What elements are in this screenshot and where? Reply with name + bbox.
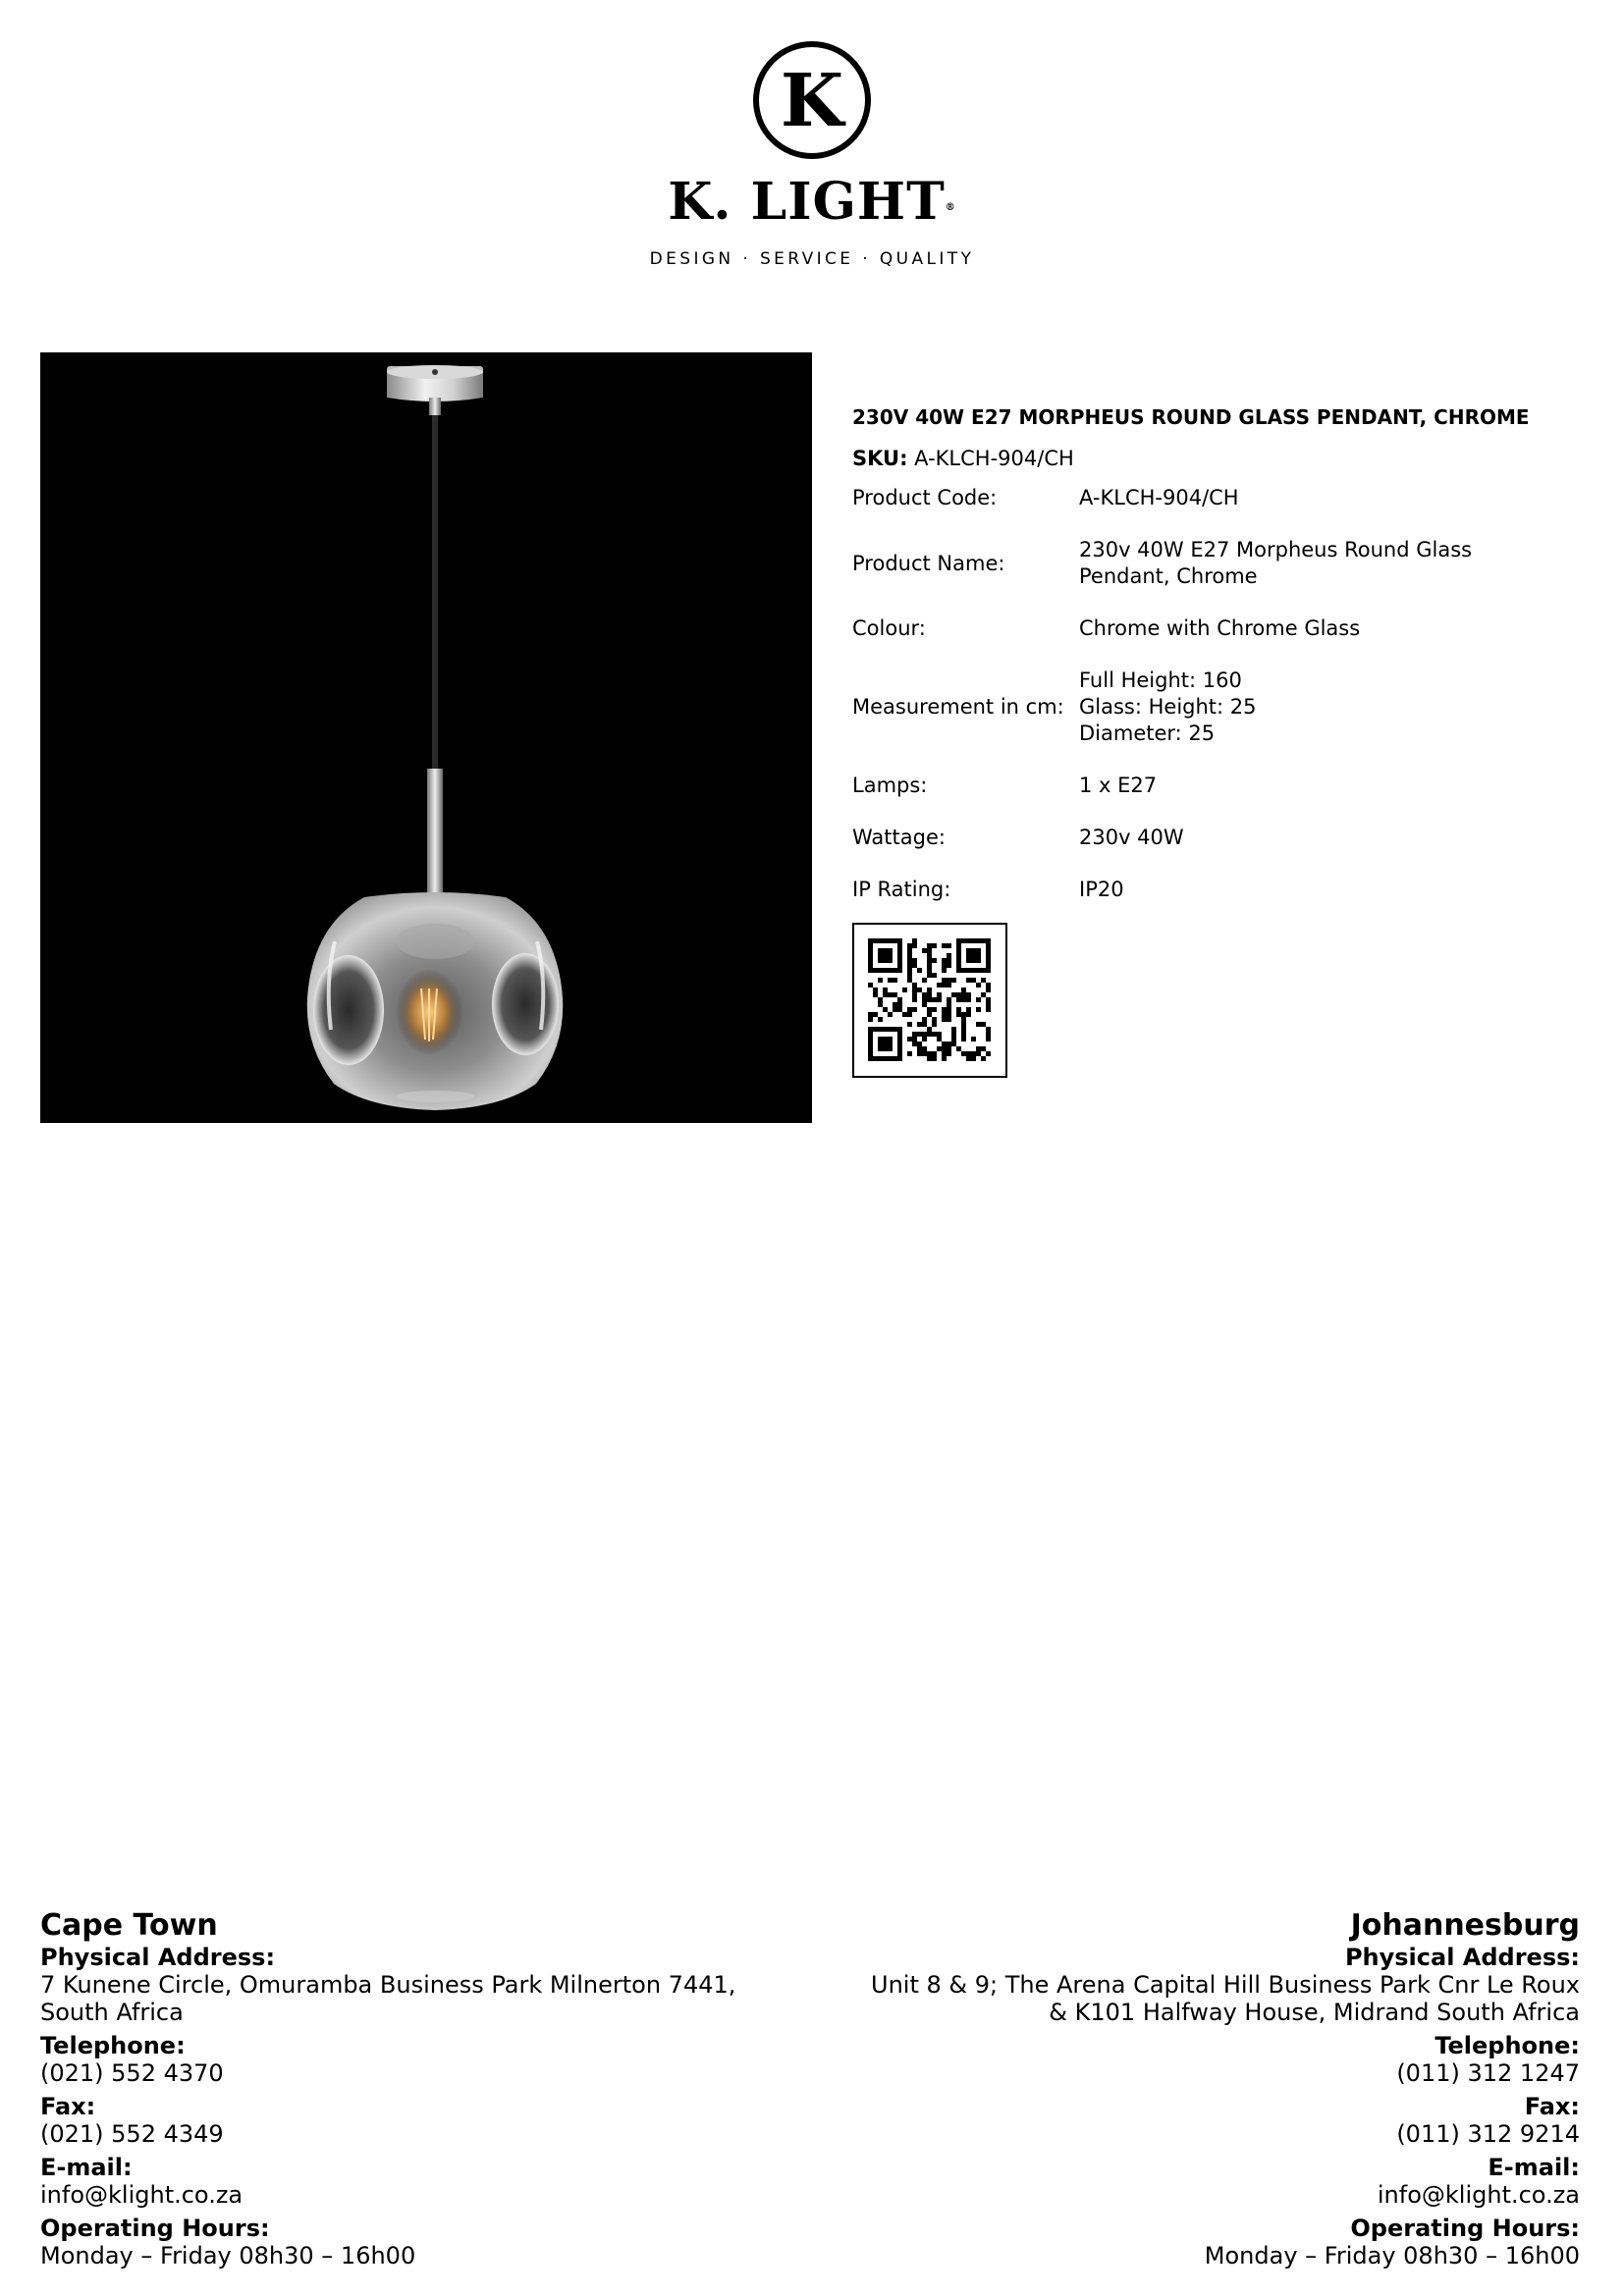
spec-row	[852, 485, 1531, 537]
office-johannesburg	[794, 1908, 1580, 2269]
spec-row	[852, 537, 1531, 615]
qr-module	[986, 1037, 991, 1041]
qr-module	[927, 1012, 932, 1017]
qr-module	[966, 1012, 971, 1017]
qr-module	[907, 953, 912, 958]
telephone-value: (011) 312 1247	[1396, 2059, 1580, 2087]
qr-module	[961, 1027, 966, 1032]
qr-module	[917, 1041, 922, 1046]
qr-module	[907, 1051, 912, 1056]
address-line: & K101 Halfway House, Midrand South Africa	[1049, 1999, 1580, 2026]
hours-label: Operating Hours:	[1350, 2215, 1580, 2242]
qr-module	[907, 968, 912, 973]
qr-module	[956, 992, 961, 997]
spec-label: IP Rating:	[852, 878, 951, 901]
spec-label: Product Code:	[852, 486, 998, 509]
qr-module	[927, 1027, 932, 1032]
qr-module	[873, 988, 878, 992]
qr-module	[956, 1046, 961, 1051]
qr-module	[868, 1017, 873, 1022]
qr-module	[907, 1022, 912, 1027]
qr-module	[971, 1051, 976, 1056]
spec-value: IP20	[1079, 878, 1124, 901]
qr-module	[942, 1056, 947, 1061]
qr-module	[947, 943, 951, 948]
qr-module	[966, 1051, 971, 1056]
qr-module	[873, 1012, 878, 1017]
spec-value-line: Glass: Height: 25	[1079, 695, 1257, 719]
qr-module	[971, 978, 976, 983]
qr-module	[883, 992, 888, 997]
qr-module	[942, 1012, 947, 1017]
qr-module	[942, 1051, 947, 1056]
qr-module	[907, 963, 912, 968]
spec-row	[852, 825, 1531, 877]
qr-module	[966, 997, 971, 1002]
brand-name: K. LIGHT®	[668, 172, 956, 232]
email-link[interactable]: info@klight.co.za	[1377, 2181, 1580, 2209]
qr-module	[907, 943, 912, 948]
qr-module	[951, 992, 956, 997]
qr-module	[937, 983, 942, 988]
qr-module	[966, 1056, 971, 1061]
spec-value-line: Diameter: 25	[1079, 721, 1216, 745]
qr-module	[942, 958, 947, 963]
qr-module	[927, 1056, 932, 1061]
qr-module	[976, 983, 981, 988]
qr-module	[927, 953, 932, 958]
qr-code-icon[interactable]	[852, 923, 1007, 1078]
spec-row	[852, 877, 1531, 929]
product-info	[852, 405, 1579, 1078]
brand-header	[0, 39, 1624, 269]
hours-value: Monday – Friday 08h30 – 16h00	[40, 2242, 416, 2269]
qr-module	[927, 1051, 932, 1056]
qr-module	[907, 973, 912, 978]
qr-module	[942, 1046, 947, 1051]
qr-module	[947, 963, 951, 968]
qr-module	[932, 943, 937, 948]
qr-module	[976, 1046, 981, 1051]
qr-module	[873, 992, 878, 997]
qr-module	[981, 1046, 986, 1051]
fax-value: (021) 552 4349	[40, 2120, 224, 2148]
qr-module	[976, 1022, 981, 1027]
qr-module	[961, 1012, 966, 1017]
qr-module	[932, 958, 937, 963]
brand-tagline: DESIGN · SERVICE · QUALITY	[649, 249, 975, 269]
qr-module	[912, 997, 917, 1002]
qr-module	[888, 978, 893, 983]
qr-module	[961, 1022, 966, 1027]
product-title: 230V 40W E27 MORPHEUS ROUND GLASS PENDANT, CHROME	[852, 405, 1530, 429]
qr-module	[947, 1012, 951, 1017]
logo-letter: K	[780, 59, 844, 143]
qr-module	[986, 988, 991, 992]
spec-label: Colour:	[852, 616, 926, 640]
qr-module	[981, 1056, 986, 1061]
spec-value	[1079, 667, 1531, 773]
office-cape-town	[40, 1908, 806, 2269]
qr-module	[947, 1017, 951, 1022]
spec-row	[852, 615, 1531, 667]
qr-module	[956, 997, 961, 1002]
qr-module	[912, 988, 917, 992]
qr-module	[947, 1046, 951, 1051]
qr-module	[912, 983, 917, 988]
qr-module	[932, 1022, 937, 1027]
qr-module	[897, 997, 902, 1002]
qr-module	[981, 992, 986, 997]
qr-module	[986, 983, 991, 988]
qr-module	[922, 1046, 927, 1051]
spec-value: 230v 40W	[1079, 826, 1184, 849]
spec-row	[852, 667, 1531, 773]
telephone-value: (021) 552 4370	[40, 2059, 224, 2087]
qr-module	[961, 1017, 966, 1022]
fax-label: Fax:	[1524, 2093, 1580, 2120]
qr-module	[947, 983, 951, 988]
qr-module	[883, 988, 888, 992]
qr-module	[932, 1056, 937, 1061]
qr-module	[932, 1007, 937, 1012]
qr-module	[951, 1027, 956, 1032]
spec-value: 230v 40W E27 Morpheus Round Glass Pendant, Chrome	[1079, 538, 1473, 588]
qr-module	[912, 1032, 917, 1037]
qr-module	[947, 953, 951, 958]
qr-module	[937, 1037, 942, 1041]
qr-module	[912, 938, 917, 943]
spec-row	[852, 773, 1531, 825]
qr-module	[956, 1007, 961, 1012]
registered-mark: ®	[945, 202, 956, 213]
qr-module	[878, 1017, 883, 1022]
qr-module	[932, 1017, 937, 1022]
office-city: Johannesburg	[1350, 1908, 1580, 1943]
qr-module	[961, 992, 966, 997]
qr-module	[907, 1007, 912, 1012]
qr-module	[917, 1022, 922, 1027]
qr-module	[937, 992, 942, 997]
qr-module	[922, 1032, 927, 1037]
qr-module	[922, 1022, 927, 1027]
qr-module	[922, 1037, 927, 1041]
qr-module	[966, 1007, 971, 1012]
qr-module	[942, 983, 947, 988]
qr-module	[942, 943, 947, 948]
qr-module	[912, 958, 917, 963]
qr-module	[942, 968, 947, 973]
email-label: E-mail:	[40, 2154, 133, 2181]
qr-module	[986, 1002, 991, 1007]
sku-value: A-KLCH-904/CH	[914, 447, 1074, 470]
qr-module	[922, 978, 927, 983]
spec-label: Measurement in cm:	[852, 695, 1064, 719]
qr-module	[986, 1051, 991, 1056]
qr-module	[966, 992, 971, 997]
qr-module	[912, 1041, 917, 1046]
pendant-lamp-icon	[40, 352, 812, 1123]
qr-module	[868, 983, 873, 988]
qr-module	[927, 1032, 932, 1037]
qr-finder	[878, 1037, 893, 1051]
telephone-label: Telephone:	[1435, 2032, 1580, 2059]
qr-module	[922, 1051, 927, 1056]
qr-module	[981, 1022, 986, 1027]
qr-module	[868, 1012, 873, 1017]
k-logo-icon	[751, 39, 873, 161]
qr-module	[922, 948, 927, 953]
qr-finder	[966, 948, 981, 963]
office-city: Cape Town	[40, 1908, 218, 1943]
qr-module	[961, 1037, 966, 1041]
qr-module	[942, 1017, 947, 1022]
qr-module	[976, 1007, 981, 1012]
qr-module	[922, 997, 927, 1002]
qr-module	[907, 1037, 912, 1041]
qr-module	[947, 997, 951, 1002]
address-label: Physical Address:	[40, 1944, 276, 1971]
address-line: Unit 8 & 9; The Arena Capital Hill Business Park Cnr Le Roux	[871, 1971, 1580, 1999]
qr-module	[932, 997, 937, 1002]
qr-module	[912, 992, 917, 997]
qr-module	[893, 992, 897, 997]
qr-module	[927, 1007, 932, 1012]
hours-value: Monday – Friday 08h30 – 16h00	[1204, 2242, 1580, 2269]
fax-label: Fax:	[40, 2093, 96, 2120]
qr-module	[922, 1002, 927, 1007]
email-label: E-mail:	[1488, 2154, 1580, 2181]
qr-module	[917, 968, 922, 973]
qr-module	[942, 1041, 947, 1046]
spec-label: Lamps:	[852, 774, 928, 797]
qr-module	[986, 1007, 991, 1012]
qr-module	[907, 1012, 912, 1017]
qr-module	[976, 1051, 981, 1056]
qr-module	[927, 992, 932, 997]
qr-module	[893, 978, 897, 983]
qr-module	[966, 978, 971, 983]
qr-module	[937, 1046, 942, 1051]
qr-module	[888, 992, 893, 997]
product-photo	[40, 352, 812, 1123]
qr-module	[927, 958, 932, 963]
qr-module	[902, 1012, 907, 1017]
qr-code-graphic	[854, 925, 1005, 1076]
qr-module	[912, 1007, 917, 1012]
qr-module	[917, 988, 922, 992]
qr-module	[981, 978, 986, 983]
qr-module	[927, 988, 932, 992]
qr-module	[942, 1007, 947, 1012]
qr-module	[907, 958, 912, 963]
spec-value: A-KLCH-904/CH	[1079, 486, 1239, 509]
qr-module	[922, 1017, 927, 1022]
qr-module	[878, 1002, 883, 1007]
qr-module	[878, 978, 883, 983]
qr-module	[986, 1027, 991, 1032]
qr-module	[961, 1032, 966, 1037]
qr-module	[976, 997, 981, 1002]
qr-module	[912, 963, 917, 968]
qr-module	[961, 997, 966, 1002]
qr-module	[917, 1032, 922, 1037]
qr-module	[927, 997, 932, 1002]
qr-module	[897, 1002, 902, 1007]
fax-value: (011) 312 9214	[1396, 2120, 1580, 2148]
qr-module	[986, 997, 991, 1002]
qr-module	[956, 1012, 961, 1017]
qr-module	[951, 1032, 956, 1037]
qr-module	[927, 943, 932, 948]
spec-value: 1 x E27	[1079, 774, 1158, 797]
telephone-label: Telephone:	[40, 2032, 186, 2059]
qr-module	[917, 1046, 922, 1051]
qr-module	[912, 1037, 917, 1041]
qr-module	[893, 1007, 897, 1012]
qr-module	[927, 973, 932, 978]
qr-module	[927, 948, 932, 953]
qr-module	[961, 988, 966, 992]
qr-module	[927, 963, 932, 968]
address-value: 7 Kunene Circle, Omuramba Business Park Milnerton 7441, South Africa	[40, 1971, 736, 2026]
spec-value-line: Full Height: 160	[1079, 668, 1242, 692]
qr-module	[951, 978, 956, 983]
qr-module	[937, 997, 942, 1002]
product-sku	[852, 446, 1579, 471]
spec-table	[852, 485, 1531, 929]
qr-module	[932, 1051, 937, 1056]
spec-value: Chrome with Chrome Glass	[1079, 616, 1361, 640]
qr-module	[897, 1007, 902, 1012]
qr-module	[883, 1007, 888, 1012]
sku-label: SKU:	[852, 447, 908, 470]
qr-module	[947, 1007, 951, 1012]
qr-module	[971, 1037, 976, 1041]
qr-module	[932, 1032, 937, 1037]
qr-module	[932, 973, 937, 978]
qr-module	[986, 1032, 991, 1037]
qr-module	[907, 978, 912, 983]
qr-finder	[878, 948, 893, 963]
spec-label: Wattage:	[852, 826, 946, 849]
address-label: Physical Address:	[1344, 1944, 1580, 1971]
qr-module	[907, 948, 912, 953]
email-link[interactable]: info@klight.co.za	[40, 2181, 244, 2209]
qr-module	[947, 958, 951, 963]
qr-module	[947, 978, 951, 983]
qr-module	[951, 1041, 956, 1046]
qr-module	[912, 943, 917, 948]
qr-module	[971, 1056, 976, 1061]
qr-module	[902, 988, 907, 992]
qr-module	[917, 1051, 922, 1056]
qr-module	[922, 992, 927, 997]
qr-module	[937, 1032, 942, 1037]
spec-label: Product Name:	[852, 551, 1005, 575]
qr-module	[961, 1051, 966, 1056]
qr-module	[893, 1002, 897, 1007]
qr-module	[878, 997, 883, 1002]
hours-label: Operating Hours:	[40, 2215, 270, 2242]
qr-module	[927, 968, 932, 973]
qr-module	[951, 1037, 956, 1041]
qr-module	[888, 1012, 893, 1017]
qr-module	[942, 963, 947, 968]
qr-module	[947, 1051, 951, 1056]
qr-module	[947, 1002, 951, 1007]
qr-module	[942, 978, 947, 983]
qr-module	[947, 1041, 951, 1046]
